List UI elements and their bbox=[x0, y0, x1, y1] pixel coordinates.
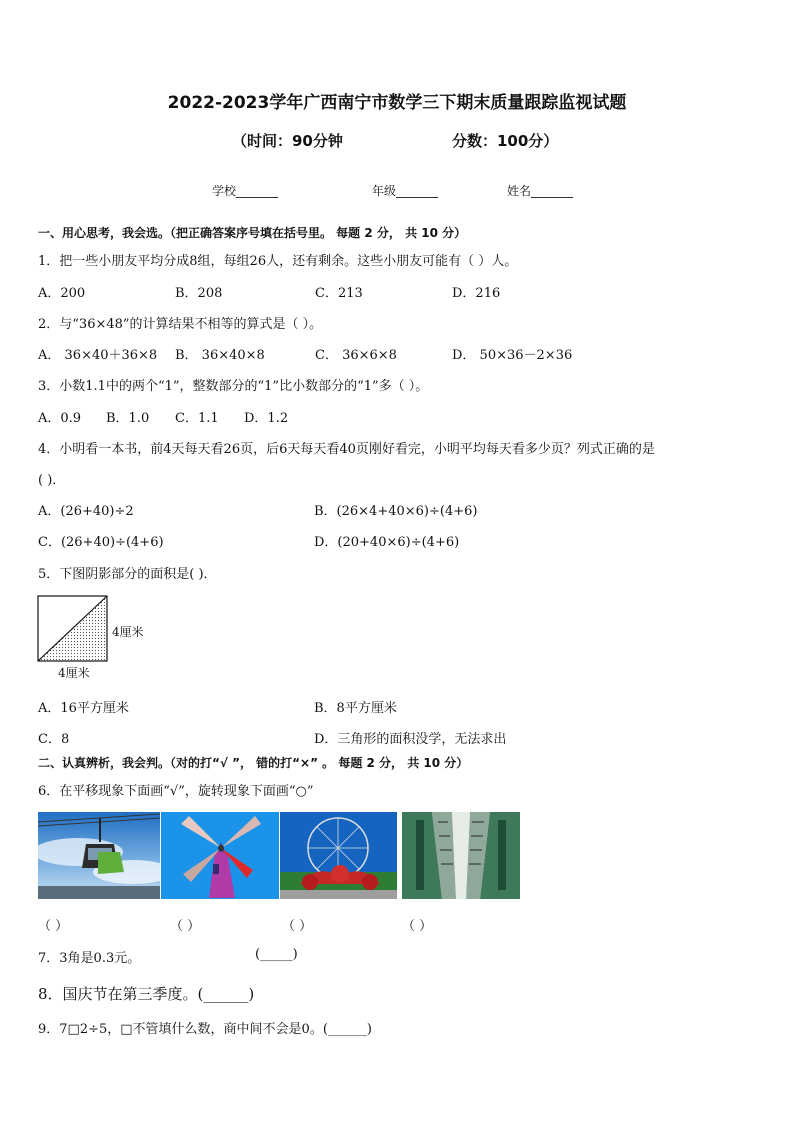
q1-option-d: D．216 bbox=[452, 286, 501, 301]
exam-score: 分数：100分） bbox=[452, 132, 559, 150]
q5-option-b: B．8平方厘米 bbox=[314, 701, 397, 716]
base-length-label: 4厘米 bbox=[58, 666, 90, 680]
ferris-wheel-icon bbox=[280, 812, 397, 899]
q2-option-d: D． 50×36－2×36 bbox=[452, 348, 573, 363]
q2-option-a: A． 36×40＋36×8 bbox=[38, 348, 158, 363]
page-title: 2022-2023学年广西南宁市数学三下期末质量跟踪监视试题 bbox=[167, 93, 627, 113]
q5-option-d: D．三角形的面积没学，无法求出 bbox=[314, 732, 507, 747]
section-2-heading: 二、认真辨析，我会判。（对的打“√ ”， 错的打“×” 。 每题 2 分， 共 10 分） bbox=[38, 756, 469, 770]
question-4: 4．小明看一本书，前4天每天看26页，后6天每天看40页刚好看完，小明平均每天看多少页？列式正确的是 bbox=[38, 442, 655, 457]
q3-option-a: A．0.9 bbox=[38, 411, 82, 426]
windmill-icon bbox=[161, 812, 279, 899]
question-4-blank: ( )． bbox=[38, 473, 66, 488]
q4-option-d: D．(20+40×6)÷(4+6) bbox=[314, 535, 460, 550]
answer-blank-1[interactable]: （ ） bbox=[38, 919, 69, 934]
exam-time: （时间：90分钟 bbox=[232, 132, 343, 150]
question-2: 2．与“36×48”的计算结果不相等的算式是（ ）。 bbox=[38, 317, 323, 332]
grade-field: 年级_______ bbox=[372, 184, 439, 198]
q4-option-a: A．(26+40)÷2 bbox=[38, 504, 134, 519]
answer-blank-3[interactable]: （ ） bbox=[282, 919, 313, 934]
shaded-square-figure bbox=[37, 595, 109, 663]
q2-option-b: B． 36×40×8 bbox=[175, 348, 265, 363]
q4-option-b: B．(26×4+40×6)÷(4+6) bbox=[314, 504, 478, 519]
question-6: 6．在平移现象下面画“√”，旋转现象下面画“○” bbox=[38, 784, 314, 799]
cable-car-icon bbox=[38, 812, 160, 899]
question-8: 8．国庆节在第三季度。(______) bbox=[38, 985, 255, 1003]
q3-option-d: D．1.2 bbox=[244, 411, 289, 426]
question-9: 9．7□2÷5，□不管填什么数，商中间不会是0。(______) bbox=[38, 1022, 372, 1037]
q5-option-a: A．16平方厘米 bbox=[38, 701, 129, 716]
q3-option-b: B．1.0 bbox=[106, 411, 150, 426]
q2-option-c: C． 36×6×8 bbox=[315, 348, 397, 363]
section-1-heading: 一、用心思考，我会选。（把正确答案序号填在括号里。 每题 2 分， 共 10 分） bbox=[38, 226, 467, 240]
q1-option-a: A．200 bbox=[38, 286, 86, 301]
side-length-label: 4厘米 bbox=[112, 625, 144, 639]
question-5: 5．下图阴影部分的面积是( )． bbox=[38, 567, 217, 582]
q1-option-b: B．208 bbox=[175, 286, 223, 301]
question-1: 1．把一些小朋友平均分成8组，每组26人，还有剩余。这些小朋友可能有（ ）人。 bbox=[38, 254, 518, 269]
name-field: 姓名_______ bbox=[507, 184, 574, 198]
q3-option-c: C．1.1 bbox=[175, 411, 219, 426]
question-3: 3．小数1.1中的两个“1”，整数部分的“1”比小数部分的“1”多（ ）。 bbox=[38, 379, 429, 394]
answer-blank-2[interactable]: （ ） bbox=[170, 919, 201, 934]
q7-answer-blank[interactable]: (_____) bbox=[255, 947, 298, 962]
escalator-icon bbox=[402, 812, 520, 899]
q4-option-c: C．(26+40)÷(4+6) bbox=[38, 535, 164, 550]
question-7: 7．3角是0.3元。 bbox=[38, 951, 141, 966]
school-field: 学校_______ bbox=[212, 184, 279, 198]
q5-option-c: C．8 bbox=[38, 732, 70, 747]
q1-option-c: C．213 bbox=[315, 286, 363, 301]
answer-blank-4[interactable]: （ ） bbox=[402, 919, 433, 934]
